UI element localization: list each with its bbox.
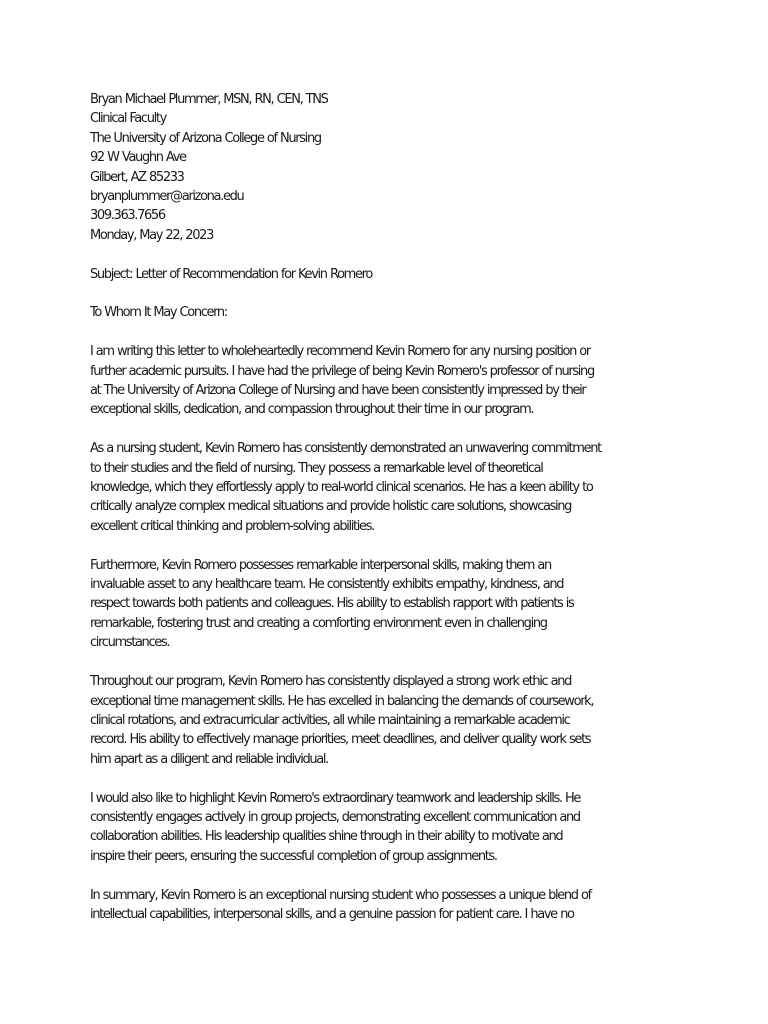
paragraph-line: further academic pursuits. I have had the privilege of being Kevin Romero's professor of nursing: [90, 363, 594, 379]
paragraph-line: I am writing this letter to wholeheartedly recommend Kevin Romero for any nursing position or: [90, 344, 590, 360]
paragraph-line: record. His ability to effectively manage priorities, meet deadlines, and deliver quality work sets: [90, 732, 591, 748]
paragraph-line: exceptional time management skills. He has excelled in balancing the demands of coursework,: [90, 693, 594, 709]
body-paragraph: [90, 789, 690, 867]
paragraph-line: respect towards both patients and colleagues. His ability to establish rapport with patients is: [90, 596, 574, 612]
paragraph-line: invaluable asset to any healthcare team. He consistently exhibits empathy, kindness, and: [90, 577, 564, 593]
sender-city: Gilbert, AZ 85233: [90, 169, 184, 185]
paragraph-line: circumstances.: [90, 635, 170, 651]
paragraph-line: intellectual capabilities, interpersonal skills, and a genuine passion for patient care. I have no: [90, 906, 574, 922]
paragraph-line: excellent critical thinking and problem-solving abilities.: [90, 518, 374, 534]
sender-address-block: [90, 90, 690, 245]
paragraph-line: him apart as a diligent and reliable individual.: [90, 751, 328, 767]
paragraph-line: remarkable, fostering trust and creating a comforting environment even in challenging: [90, 615, 547, 631]
sender-institution: The University of Arizona College of Nursing: [90, 130, 321, 146]
body-paragraph: [90, 672, 690, 769]
body-paragraph: [90, 556, 690, 653]
paragraph-line: clinical rotations, and extracurricular activities, all while maintaining a remarkable academic: [90, 712, 570, 728]
sender-name: Bryan Michael Plummer, MSN, RN, CEN, TNS: [90, 92, 328, 107]
paragraph-line: inspire their peers, ensuring the successful completion of group assignments.: [90, 848, 497, 864]
body-paragraph: [90, 439, 690, 536]
sender-email: bryanplummer@arizona.edu: [90, 189, 244, 205]
body-paragraph: [90, 342, 690, 420]
paragraph-line: consistently engages actively in group projects, demonstrating excellent communication and: [90, 809, 580, 825]
paragraph-line: at The University of Arizona College of Nursing and have been consistently impressed by their: [90, 383, 586, 399]
paragraph-line: Furthermore, Kevin Romero possesses remarkable interpersonal skills, making them an: [90, 557, 551, 573]
paragraph-line: to their studies and the field of nursing. They possess a remarkable level of theoretical: [90, 460, 543, 476]
paragraph-line: I would also like to highlight Kevin Romero's extraordinary teamwork and leadership skills. He: [90, 790, 581, 806]
paragraph-line: critically analyze complex medical situations and provide holistic care solutions, showcasing: [90, 499, 572, 515]
sender-position: Clinical Faculty: [90, 111, 166, 127]
recommendation-letter: [90, 90, 690, 924]
letter-date: Monday, May 22, 2023: [90, 227, 213, 243]
sender-street: 92 W Vaughn Ave: [90, 150, 186, 166]
paragraph-line: collaboration abilities. His leadership qualities shine through in their ability to motivate and: [90, 829, 563, 845]
paragraph-line: As a nursing student, Kevin Romero has consistently demonstrated an unwavering commitment: [90, 441, 601, 457]
paragraph-line: knowledge, which they effortlessly apply to real-world clinical scenarios. He has a keen ability to: [90, 480, 593, 496]
letter-salutation: To Whom It May Concern:: [90, 305, 227, 321]
paragraph-line: Throughout our program, Kevin Romero has consistently displayed a strong work ethic and: [90, 674, 571, 690]
paragraph-line: exceptional skills, dedication, and compassion throughout their time in our program.: [90, 402, 534, 418]
paragraph-line: In summary, Kevin Romero is an exceptional nursing student who possesses a unique blend of: [90, 887, 591, 903]
body-paragraph: [90, 886, 690, 925]
sender-phone: 309.363.7656: [90, 208, 165, 224]
letter-subject: Subject: Letter of Recommendation for Kevin Romero: [90, 266, 372, 282]
